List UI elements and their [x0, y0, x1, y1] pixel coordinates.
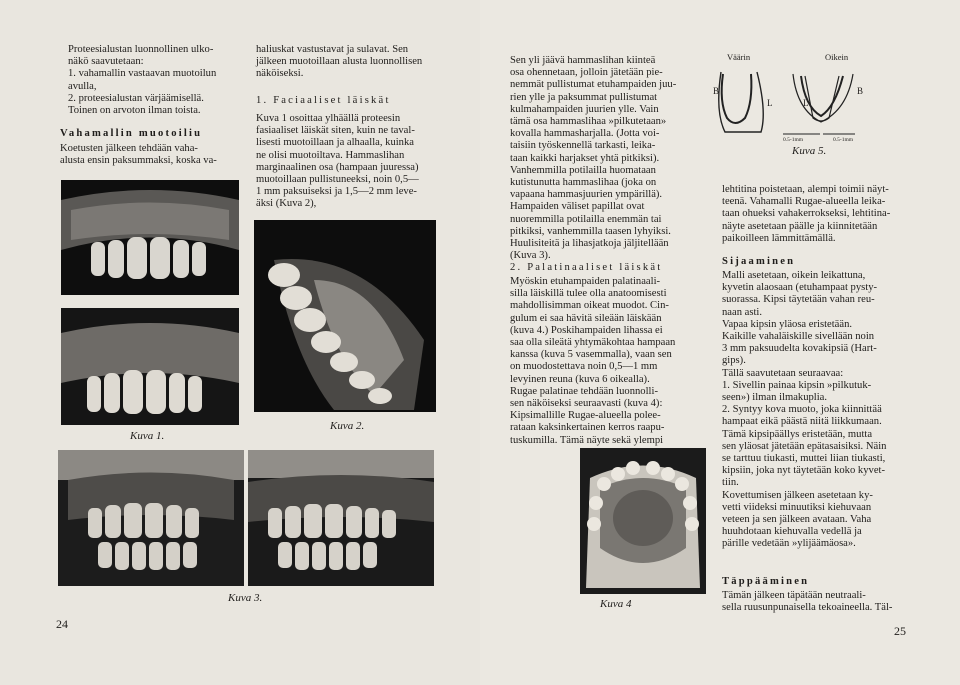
caption-kuva4: Kuva 4 [600, 598, 632, 610]
right-col1-heading: 2. Palatinaaliset läiskät [510, 262, 663, 273]
right-col2-heading-tappaaminen: Täppääminen [722, 576, 810, 587]
right-col2-heading-sijaaminen: Sijaaminen [722, 256, 796, 267]
left-col2-heading: 1. Faciaaliset läiskät [256, 95, 391, 106]
caption-kuva2: Kuva 2. [330, 420, 365, 432]
diagram-letter-l-right: L [803, 98, 809, 108]
left-col1-after-heading: Koetusten jälkeen tehdään vaha- alusta ensin paksummaksi, koska va- [60, 143, 217, 167]
kuva1-bottom-photo [61, 308, 239, 425]
diagram-measure-left: 0.5-1mm [783, 137, 804, 143]
kuva3-left-photo [58, 450, 244, 586]
kuva4-photo [580, 448, 706, 594]
kuva1-top-photo [61, 180, 239, 295]
right-col1-text: Sen yli jäävä hammaslihan kiinteä osa ohennetaan, jolloin jätetään pie- nemmät pullistumat etuhampaiden juu- rien ylle ja paksummat pullistumat kulmahampaiden juurien ylle. Vain tämä osa hammaslihaa »pilkutetaan» kovalla hammasharjalla. (Jotta voi- taisiin työskennellä tarkasti, leika- taan kaikki harjakset yhtä pitkiksi). Vanhemmilla potilailla huomataan kutistunutta hammaslihaa (joka on vapaana hammasjuurien ympärillä). Hampaiden väliset papillat ovat nuoremmilla potilailla enemmän tai pitkiksi, vanhemmilla taasen lyhyiksi. Huulisiteitä ja lihasjatkoja jäljitellään (Kuva 3). [510, 55, 677, 262]
diagram-measure-right: 0.5-1mm [833, 137, 854, 143]
diagram-letter-b-right: B [857, 86, 864, 96]
left-page-number: 24 [56, 617, 68, 631]
right-page [480, 0, 960, 685]
right-col2-text-c: Tämän jälkeen täpätään neutraali- sella ruusunpunaisella tekoaineella. Täl- [722, 590, 893, 614]
kuva3-right-photo [248, 450, 434, 586]
diagram-label-vaarin: Väärin [727, 52, 751, 62]
diagram-label-oikein: Oikein [825, 52, 849, 62]
left-col1-heading: Vahamallin muotoiliu [60, 128, 203, 139]
caption-kuva5: Kuva 5. [792, 145, 827, 157]
kuva2-photo [254, 220, 436, 412]
right-col2-text-b: Malli asetetaan, oikein leikattuna, kyvetin alaosaan (etuhampaat pysty- suorassa. Kipsi täytetään vahan reu- naan asti. Vapaa kipsin yläosa eristetään. Kaikille vahaläiskille sivellään noin 3 mm paksuudelta kovakipsiä (Hart- gips). Tällä saavutetaan seuraavaa: 1. Sivellin painaa kipsin »pilkutuk- seen») ilman ilmakuplia. 2. Syntyy kova muoto, joka kiinnittää hampaat eikä päästä niitä liikkumaan. Tämä kipsipäällys eristetään, mutta sen yläosat jätetään epätasaisiksi. Näin se tarttuu tiukasti, muttei liian tiukasti, kipsiin, joka nyt täytetään koko kyvet- tiin. Kovettumisen jälkeen asetetaan ky- vetti viideksi minuutiksi kiehuvaan veteen ja sen jälkeen avataan. Vaha huuhdotaan kiehuvalla vedellä ja pärille vedetään »ylijäämäosa». [722, 270, 887, 550]
caption-kuva1: Kuva 1. [130, 430, 165, 442]
diagram-letter-l-left: L [767, 98, 773, 108]
right-col2-text-a: lehtitina poistetaan, alempi toimii näyt- teenä. Vahamalli Rugae-alueella leika- taan ohueksi vahakerrokseksi, lehtitina- näyte asetetaan päälle ja kiinnitetään paikoilleen lämmittämällä. [722, 184, 891, 244]
left-col2-text-a: haliuskat vastustavat ja sulavat. Sen jälkeen muotoillaan alusta luonnollisen näköiseksi. [256, 44, 423, 80]
left-col1-intro: Proteesialustan luonnollinen ulko- näkö saavutetaan: 1. vahamallin vastaavan muotoilun avulla, 2. proteesialustan värjäämisellä. Toinen on arvoton ilman toista. [68, 44, 217, 117]
left-col2-text-b: Kuva 1 osoittaa ylhäällä proteesin fasiaaliset läiskät siten, kuin ne taval- lisesti muotoillaan ja alhaalla, kuinka ne olisi muotoiltava. Hammaslihan marginaalinen osa (hampaan juuressa) muotoillaan pullistuneeksi, noin 0,5— 1 mm paksuiseksi ja 1,5—2 mm leve- äksi (Kuva 2), [256, 113, 419, 210]
right-col1-text-b: Myöskin etuhampaiden palatinaali- silla läiskillä tulee olla anatoomisesti mahdollisimman oikeat muodot. Cin- gulum ei saa hävitä sileään läiskään (kuva 4.) Poskihampaiden lihassa ei saa olla sileätä yhtymäkohtaa hampaan kanssa (kuva 5 vasemmalla), vaan sen on muodostettava noin 0,5—1 mm levyinen reuna (kuva 6 oikealla). Rugae palatinae tehdään luonnolli- sen näköiseksi seuraavasti (kuva 4): Kipsimallille Rugae-alueella polee- rataan kaksinkertainen kerros raapu- tuskumilla. Tämä näyte sekä ylempi [510, 276, 676, 446]
kuva5-diagram [705, 52, 890, 160]
right-page-number: 25 [894, 624, 906, 638]
caption-kuva3: Kuva 3. [228, 592, 263, 604]
diagram-letter-b-left: B [713, 86, 720, 96]
